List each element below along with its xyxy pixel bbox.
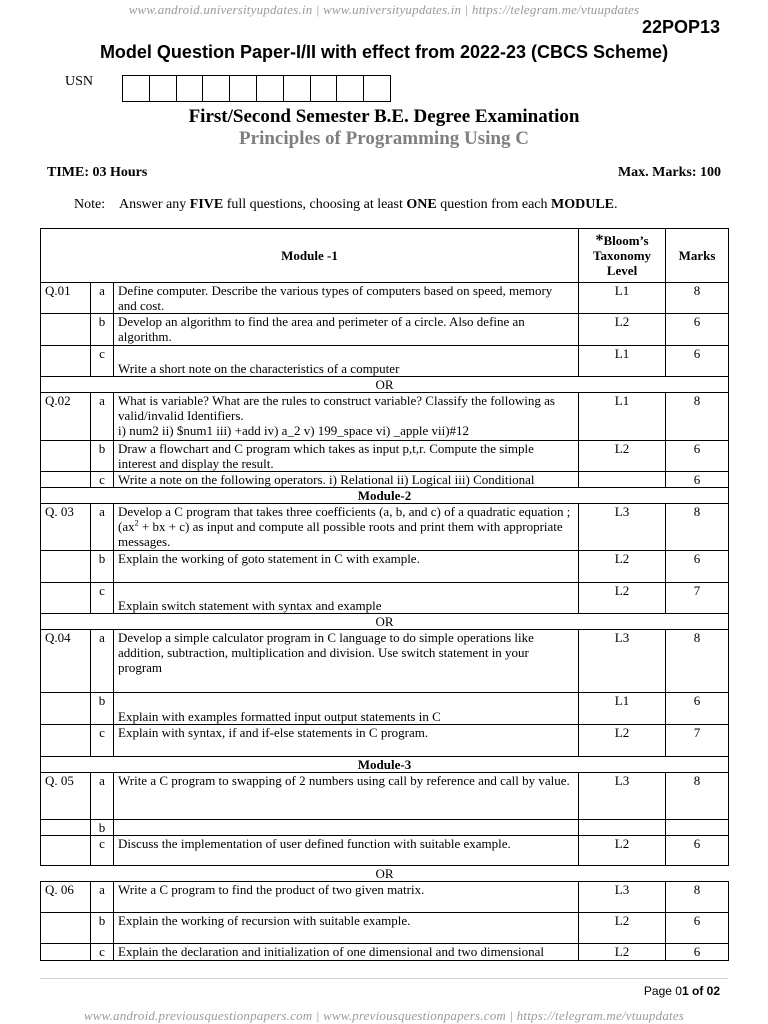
question-text: Develop an algorithm to find the area and perimeter of a circle. Also define an algorithm. [114, 314, 579, 346]
table-row [41, 630, 729, 693]
or-separator: OR [41, 377, 729, 393]
marks-value: 6 [666, 693, 729, 725]
table-row [41, 551, 729, 583]
question-number [41, 551, 91, 583]
question-part: a [91, 393, 114, 441]
bloom-level: L2 [579, 441, 666, 472]
table-row [41, 725, 729, 757]
table-row [41, 913, 729, 944]
paper-code: 22POP13 [641, 17, 720, 37]
question-part: b [91, 693, 114, 725]
question-number: Q. 03 [41, 504, 91, 551]
question-number [41, 913, 91, 944]
marks-value [666, 820, 729, 836]
exam-title: First/Second Semester B.E. Degree Examination [188, 106, 580, 127]
note-text: Answer any FIVE full questions, choosing at least ONE question from each MODULE. [119, 197, 618, 212]
usn-digit-box[interactable] [149, 75, 177, 102]
marks-value: 6 [666, 551, 729, 583]
question-number [41, 725, 91, 757]
table-row [41, 836, 729, 866]
bloom-level: L2 [579, 551, 666, 583]
usn-digit-box[interactable] [202, 75, 230, 102]
usn-digit-box[interactable] [229, 75, 257, 102]
question-text: Develop a simple calculator program in C language to do simple operations like addition, subtraction, multiplication and division. Use switch statement in your program [114, 630, 579, 693]
usn-digit-box[interactable] [256, 75, 284, 102]
marks-value: 6 [666, 346, 729, 377]
watermark-bottom: www.android.previousquestionpapers.com | www.previousquestionpapers.com | https://telegram.me/vtuupdates [83, 1008, 685, 1023]
marks-value: 6 [666, 441, 729, 472]
bloom-level [579, 820, 666, 836]
question-text: Draw a flowchart and C program which takes as input p,t,r. Compute the simple interest and display the result. [114, 441, 579, 472]
question-part: a [91, 882, 114, 913]
question-part: b [91, 913, 114, 944]
question-number [41, 583, 91, 614]
question-part: b [91, 314, 114, 346]
marks-value: 7 [666, 583, 729, 614]
question-part: a [91, 283, 114, 314]
header-marks: Marks [666, 229, 729, 283]
marks-value: 8 [666, 882, 729, 913]
table-row [41, 283, 729, 314]
marks-value: 6 [666, 913, 729, 944]
question-part: a [91, 504, 114, 551]
question-part: c [91, 346, 114, 377]
max-marks-label: Max. Marks: 100 [617, 165, 721, 180]
table-header-row [41, 229, 729, 283]
bloom-level: L3 [579, 504, 666, 551]
table-row [41, 314, 729, 346]
table-row [41, 504, 729, 551]
question-text: Write a note on the following operators. i) Relational ii) Logical iii) Conditional [114, 472, 579, 488]
question-text: Define computer. Describe the various types of computers based on speed, memory and cost. [114, 283, 579, 314]
question-text [114, 820, 579, 836]
usn-digit-box[interactable] [336, 75, 364, 102]
marks-value: 8 [666, 504, 729, 551]
bloom-level: L2 [579, 583, 666, 614]
bloom-level: L1 [579, 283, 666, 314]
marks-value: 8 [666, 393, 729, 441]
bloom-level: L3 [579, 630, 666, 693]
question-number: Q. 05 [41, 773, 91, 820]
question-part: c [91, 836, 114, 866]
or-separator: OR [41, 614, 729, 630]
table-row [41, 393, 729, 441]
question-text: Discuss the implementation of user defined function with suitable example. [114, 836, 579, 866]
question-text: Write a short note on the characteristics of a computer [114, 346, 579, 377]
bloom-level: L3 [579, 773, 666, 820]
bloom-level: L3 [579, 882, 666, 913]
bloom-level: L1 [579, 393, 666, 441]
table-row [41, 944, 729, 961]
question-part: a [91, 630, 114, 693]
note-label: Note: [74, 197, 106, 212]
marks-value: 6 [666, 314, 729, 346]
question-text: Explain the working of recursion with suitable example. [114, 913, 579, 944]
usn-digit-box[interactable] [122, 75, 150, 102]
usn-digit-box[interactable] [176, 75, 204, 102]
table-row [41, 346, 729, 377]
bloom-level: L1 [579, 346, 666, 377]
marks-value: 7 [666, 725, 729, 757]
marks-value: 6 [666, 944, 729, 961]
question-text: Explain the declaration and initialization of one dimensional and two dimensional [114, 944, 579, 961]
bloom-level: L2 [579, 944, 666, 961]
watermark-top: www.android.universityupdates.in | www.universityupdates.in | https://telegram.me/vtuupdates [128, 2, 640, 17]
question-part: b [91, 551, 114, 583]
table-row [41, 693, 729, 725]
question-text: Explain switch statement with syntax and example [114, 583, 579, 614]
question-number [41, 346, 91, 377]
question-text: What is variable? What are the rules to construct variable? Classify the following as valid/invalid Identifiers. i) num2 ii) $num1 iii) +add iv) a_2 v) 199_space vi) _apple vii)#12 [114, 393, 579, 441]
table-row [41, 472, 729, 488]
question-text: Write a C program to swapping of 2 numbers using call by reference and call by value. [114, 773, 579, 820]
question-part: c [91, 583, 114, 614]
table-row [41, 441, 729, 472]
question-number: Q. 06 [41, 882, 91, 913]
header-module-1: Module -1 [41, 229, 579, 283]
page-number: Page 01 of 02 [643, 984, 720, 998]
bloom-level: L1 [579, 693, 666, 725]
question-part: c [91, 944, 114, 961]
table-row [41, 820, 729, 836]
or-separator: OR [41, 866, 729, 882]
module-row [41, 757, 729, 773]
question-part: a [91, 773, 114, 820]
marks-value: 6 [666, 836, 729, 866]
marks-value: 8 [666, 283, 729, 314]
question-number: Q.02 [41, 393, 91, 441]
question-number [41, 472, 91, 488]
header-bloom: *Bloom’s Taxonomy Level [579, 229, 666, 283]
bloom-level: L2 [579, 836, 666, 866]
bloom-level: L2 [579, 913, 666, 944]
question-number: Q.01 [41, 283, 91, 314]
time-label: TIME: 03 Hours [47, 165, 148, 180]
bloom-level: L2 [579, 725, 666, 757]
usn-label: USN [65, 74, 94, 89]
question-text: Explain with syntax, if and if-else statements in C program. [114, 725, 579, 757]
question-part: c [91, 472, 114, 488]
usn-boxes [123, 75, 391, 102]
question-text: Develop a C program that takes three coefficients (a, b, and c) of a quadratic equation ; ($ax^2$ + bx + c) as input and compute all possible roots and print them with appropriate messages. [114, 504, 579, 551]
module-2-heading: Module-2 [41, 488, 729, 504]
question-number [41, 314, 91, 346]
question-number [41, 820, 91, 836]
question-number [41, 944, 91, 961]
usn-digit-box[interactable] [310, 75, 338, 102]
or-row [41, 614, 729, 630]
footer-divider [40, 978, 728, 979]
module-3-heading: Module-3 [41, 757, 729, 773]
or-row [41, 377, 729, 393]
question-number [41, 441, 91, 472]
marks-value: 8 [666, 773, 729, 820]
question-number [41, 836, 91, 866]
question-number [41, 693, 91, 725]
question-part: b [91, 820, 114, 836]
question-text: Explain the working of goto statement in C with example. [114, 551, 579, 583]
bloom-level [579, 472, 666, 488]
question-part: b [91, 441, 114, 472]
marks-value: 8 [666, 630, 729, 693]
question-text: Write a C program to find the product of two given matrix. [114, 882, 579, 913]
table-row [41, 583, 729, 614]
question-text: Explain with examples formatted input output statements in C [114, 693, 579, 725]
question-table [40, 228, 729, 961]
bloom-level: L2 [579, 314, 666, 346]
subject-title: Principles of Programming Using C [239, 128, 529, 149]
module-row [41, 488, 729, 504]
marks-value: 6 [666, 472, 729, 488]
page-title: Model Question Paper-I/II with effect from 2022-23 (CBCS Scheme) [99, 42, 669, 62]
usn-digit-box[interactable] [363, 75, 391, 102]
or-row [41, 866, 729, 882]
question-part: c [91, 725, 114, 757]
question-number: Q.04 [41, 630, 91, 693]
usn-digit-box[interactable] [283, 75, 311, 102]
table-row [41, 882, 729, 913]
table-row [41, 773, 729, 820]
